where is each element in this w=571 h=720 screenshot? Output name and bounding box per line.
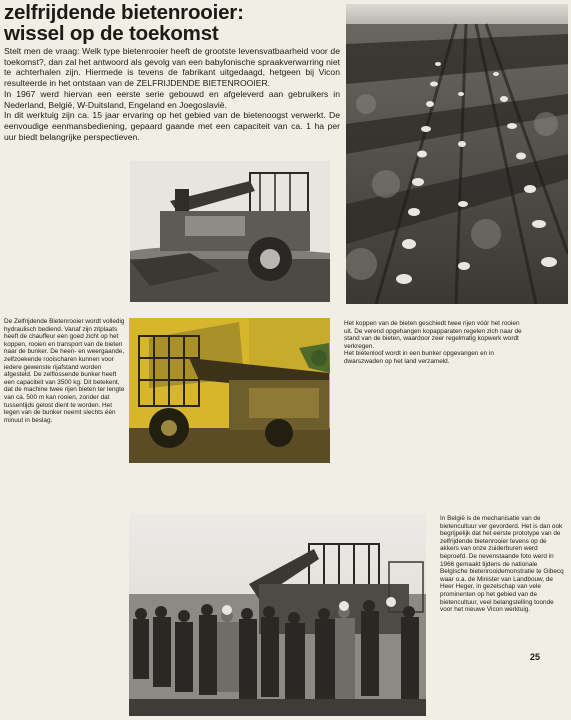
article-title <box>4 2 344 44</box>
caption-bottom <box>440 515 566 614</box>
intro-paragraph: In 1967 werd hiervan een eerste serie gebouwd en afgeleverd aan gebruikers in Nederland, België, W-Duitsland, Engeland en Joegoslavië. <box>4 88 340 110</box>
intro-paragraph: Stelt men de vraag: Welk type bietenrooier heeft de grootste levensvatbaarheid voor de toekomst?, dan zal het antwoord als gevolg van een babylonische spraakverwarring niet te achterhalen zijn. Hiermede is tevens de fabrikant uitgedaagd, hetgeen bij Vicon resulteerde in het ontstaan van de ZELFRIJDENDE BIETENROOIER. <box>4 46 340 89</box>
caption-left-text: De Zelfrijdende Bietenrooier wordt volledig hydraulisch bediend. Vanaf zijn zitplaats heeft de chauffeur een goed zicht op het koppen, rooien en transport van de bieten naar de bunker. De heen- en weergaande, zelfzoekende rooischaren kunnen voor iedere gewenste rijafstand worden afgesteld. De zelflossende bunker heeft een capaciteit van 3500 kg. Dit betekent, dat de machine twee rijen bieten ter lengte van ca. 500 m kan rooien, zonder dat tussentijds gelost dient te worden. Het legen van de bunker neemt slechts één minuut in beslag. <box>4 318 125 424</box>
page-number: 25 <box>530 652 541 662</box>
intro-text <box>4 46 340 142</box>
title-line-1: zelfrijdende bietenrooier: <box>4 1 244 24</box>
photo-beet-field <box>346 4 568 304</box>
caption-right <box>344 320 524 366</box>
caption-right-text: Het bietenloof wordt in een bunker opgevangen en in dwarszwaden op het land verzameld. <box>344 350 494 365</box>
intro-paragraph: In dit werktuig zijn ca. 15 jaar ervaring op het gebied van de bietenoogst verwerkt. De eenvoudige eenmansbediening, gepaard gaande met een capaciteit van ca. 1 ha per uur biedt belangrijke perspectieven. <box>4 110 340 142</box>
caption-bottom-text: In België is de mechanisatie van de bietencultuur ver gevorderd. Het is dan ook begrijpelijk dat het eerste prototype van de zelfrijdende bietenrooier tevens op de akkers van onze zuiderburen werd beproefd. De nevenstaande foto werd in 1966 gemaakt tijdens de nationale Belgische bietenrooidemonstratie te Gibecq waar o.a. de Minister van Landbouw, de Heer Heger, in gezelschap van vele prominenten op het gebied van de bietencultuur, veel belangstelling toonde voor het nieuwe Vicon werktuig. <box>440 515 564 614</box>
title-line-2: wissel op de toekomst <box>4 22 219 45</box>
photo-harvester-color <box>129 318 330 463</box>
photo-harvester-side <box>130 161 330 302</box>
photo-demonstration-crowd <box>129 514 426 716</box>
caption-right-text: Het koppen van de bieten geschiedt twee rijen vóór het rooien uit. De verend opgehangen kopapparaten regelen zich naar de stand van de bieten, waardoor zeer regelmatig kopwerk wordt verkregen. <box>344 320 522 350</box>
caption-left <box>4 318 126 424</box>
